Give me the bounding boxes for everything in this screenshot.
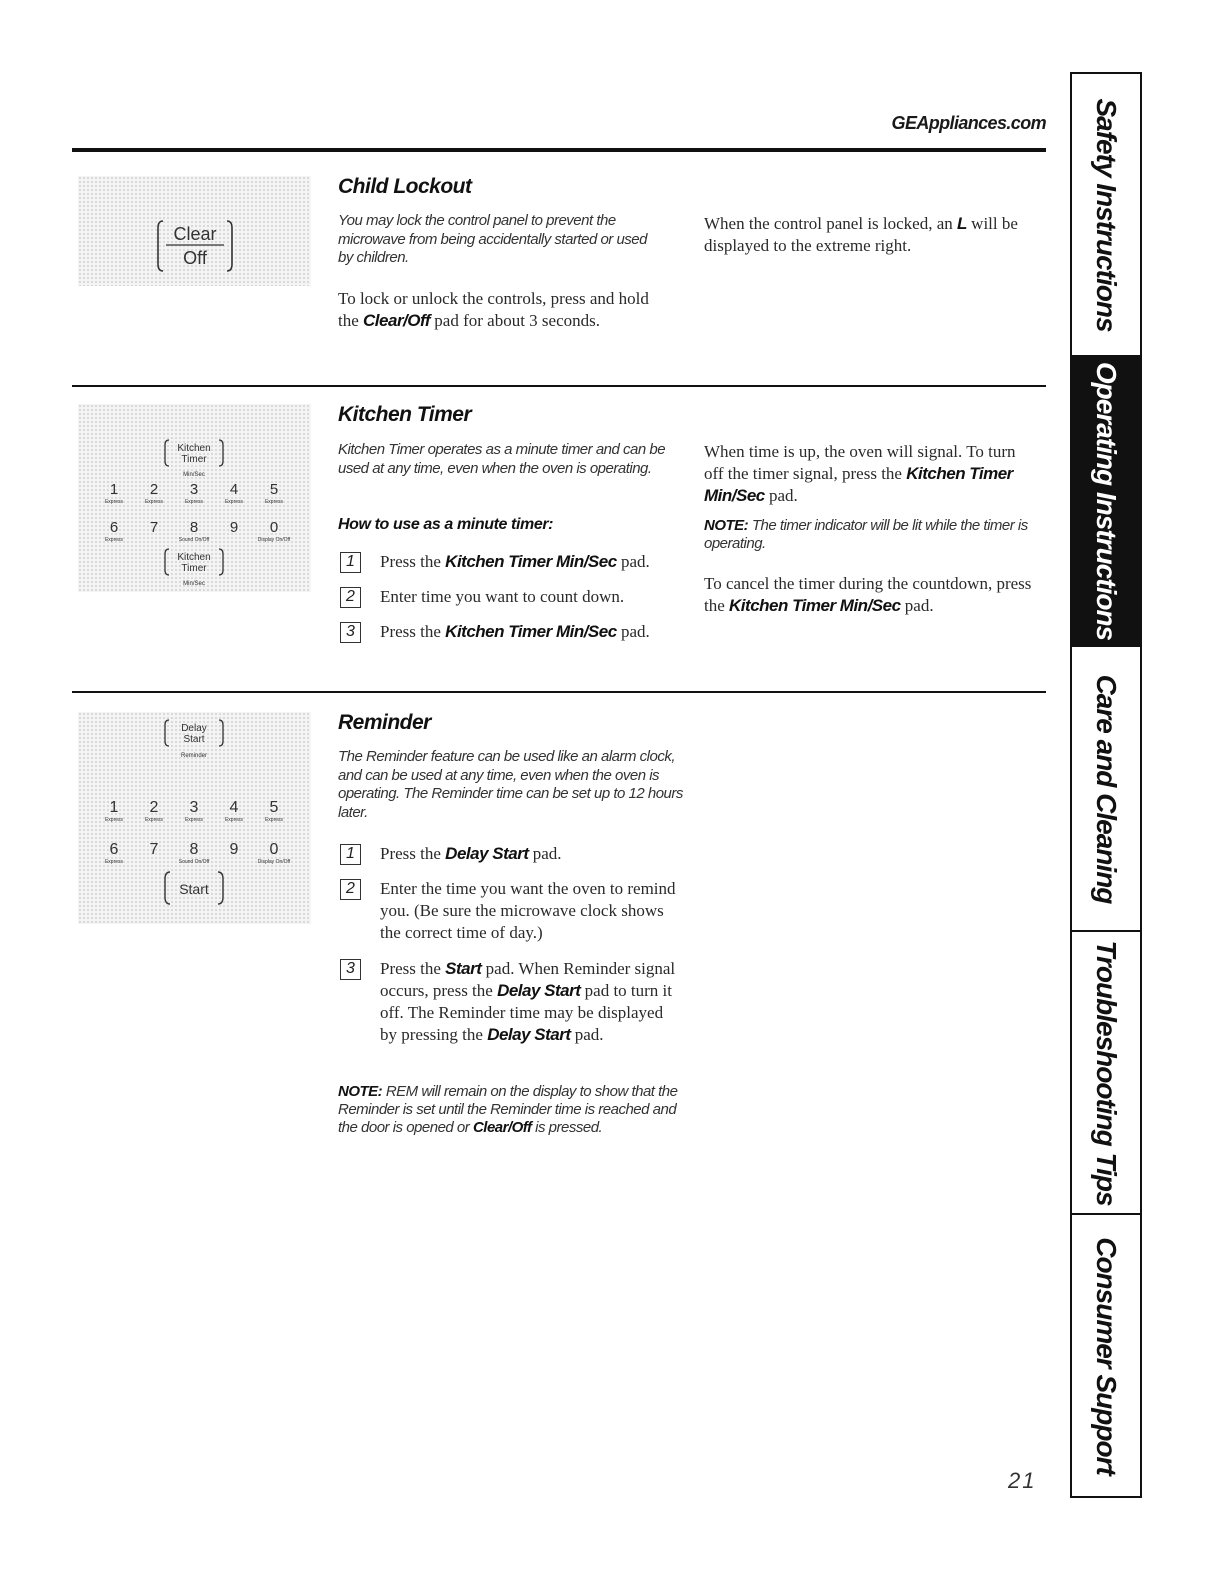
child-lockout-title: Child Lockout [338, 175, 472, 198]
digit-5: 5 [269, 481, 279, 498]
kitchen-timer-intro: Kitchen Timer operates as a minute timer and can be used at any time, even when the oven is operating. [338, 441, 666, 477]
tab-care-and-cleaning[interactable] [1072, 647, 1140, 932]
sound-label: Sound On/Off [178, 859, 210, 865]
start-label: Start [183, 734, 205, 745]
express-label: Express [224, 817, 244, 823]
start-button-label: Start [179, 881, 209, 897]
child-lockout-instruction: To lock or unlock the controls, press and hold the Clear/Off pad for about 3 seconds. [338, 289, 649, 330]
clear-label: Clear [173, 224, 217, 244]
express-label: Express [144, 499, 164, 505]
step-number-badge: 1 [340, 844, 361, 865]
digit-4: 4 [229, 481, 239, 498]
section-rule [72, 691, 1046, 693]
digit-6: 6 [109, 519, 119, 536]
step-number-badge: 1 [340, 552, 361, 573]
tab-label: Troubleshooting Tips [1091, 939, 1122, 1206]
express-label: Express [104, 537, 124, 543]
timer-label: Timer [181, 454, 207, 465]
digit-0: 0 [269, 841, 279, 858]
kitchen-timer-title: Kitchen Timer [338, 403, 472, 426]
reminder-step-2: 2 Enter the time you want the oven to remind you. (Be sure the microwave clock shows the correct time of day.) [338, 878, 683, 944]
clear-off-keypad-illustration [78, 176, 311, 286]
step-number-badge: 2 [340, 587, 361, 608]
reminder-step-3: 3 Press the Start pad. When Reminder signal occurs, press the Delay Start pad to turn it off. The Reminder time may be displayed by pressing the Delay Start pad. [338, 958, 683, 1046]
express-label: Express [104, 499, 124, 505]
reminder-title: Reminder [338, 711, 431, 734]
express-label: Express [144, 817, 164, 823]
digit-3: 3 [189, 481, 199, 498]
off-label: Off [183, 248, 207, 268]
express-label: Express [104, 817, 124, 823]
sound-label: Sound On/Off [178, 537, 210, 543]
timer-cancel-text: To cancel the timer during the countdown, press the Kitchen Timer Min/Sec pad. [704, 574, 1032, 615]
section-side-nav [1070, 72, 1142, 1498]
timer-note: NOTE: The timer indicator will be lit while the timer is operating. [704, 517, 1028, 552]
express-label: Express [224, 499, 244, 505]
digit-4: 4 [229, 799, 239, 816]
page-number: 21 [1008, 1468, 1037, 1493]
digit-1: 1 [109, 799, 119, 816]
reminder-intro: The Reminder feature can be used like an alarm clock, and can be used at any time, even when the oven is operating. The Reminder time can be set up to 12 hours later. [338, 748, 683, 821]
kitchen-timer-step-3: 3 Press the Kitchen Timer Min/Sec pad. [338, 621, 683, 643]
tab-troubleshooting-tips[interactable] [1072, 932, 1140, 1215]
digit-3: 3 [189, 799, 199, 816]
display-label: Display On/Off [257, 537, 291, 543]
header-rule [72, 148, 1046, 152]
clear-off-pad-graphic [78, 176, 311, 286]
step-number-badge: 3 [340, 622, 361, 643]
express-label: Express [264, 499, 284, 505]
express-label: Express [184, 817, 204, 823]
timer-label: Timer [181, 563, 207, 574]
digit-8: 8 [189, 841, 199, 858]
reminder-step-1: 1 Press the Delay Start pad. [338, 843, 683, 865]
minute-timer-subhead: How to use as a minute timer: [338, 516, 554, 533]
kitchen-label: Kitchen [177, 552, 211, 563]
tab-operating-instructions[interactable] [1072, 357, 1140, 647]
min-sec-label: Min/Sec [183, 581, 205, 587]
display-label: Display On/Off [257, 859, 291, 865]
step-number-badge: 2 [340, 879, 361, 900]
digit-2: 2 [149, 481, 159, 498]
digit-6: 6 [109, 841, 119, 858]
kitchen-timer-step-1: 1 Press the Kitchen Timer Min/Sec pad. [338, 551, 683, 573]
digit-8: 8 [189, 519, 199, 536]
express-label: Express [104, 859, 124, 865]
reminder-note: NOTE: REM will remain on the display to show that the Reminder is set until the Reminder time is reached and the door is opened or Clear/Off is pressed. [338, 1083, 678, 1136]
digit-9: 9 [229, 841, 239, 858]
digit-2: 2 [149, 799, 159, 816]
tab-safety-instructions[interactable] [1072, 74, 1140, 357]
kitchen-timer-keypad-graphic [78, 404, 311, 592]
clear-off-keyword: Clear/Off [363, 311, 431, 330]
reminder-label: Reminder [180, 753, 208, 759]
tab-label: Care and Cleaning [1091, 674, 1122, 903]
express-label: Express [184, 499, 204, 505]
section-rule [72, 385, 1046, 387]
express-label: Express [264, 817, 284, 823]
tab-label: Safety Instructions [1091, 97, 1122, 332]
kitchen-label: Kitchen [177, 443, 211, 454]
digit-0: 0 [269, 519, 279, 536]
min-sec-label: Min/Sec [183, 472, 205, 478]
delay-label: Delay [181, 723, 207, 734]
digit-1: 1 [109, 481, 119, 498]
tab-label: Operating Instructions [1091, 361, 1122, 641]
reminder-keypad-graphic [78, 712, 311, 924]
digit-5: 5 [269, 799, 279, 816]
kitchen-timer-keypad-illustration [78, 404, 311, 592]
timer-signal-text: When time is up, the oven will signal. To turn off the timer signal, press the Kitchen Timer Min/Sec pad. [704, 442, 1016, 505]
reminder-keypad-illustration [78, 712, 311, 924]
child-lockout-intro: You may lock the control panel to prevent the microwave from being accidentally started or used by children. [338, 212, 647, 266]
kitchen-timer-step-2: 2 Enter time you want to count down. [338, 586, 683, 608]
lock-indicator-keyword: L [957, 214, 967, 233]
tab-label: Consumer Support [1091, 1236, 1122, 1475]
step-number-badge: 3 [340, 959, 361, 980]
tab-consumer-support[interactable] [1072, 1215, 1140, 1496]
digit-9: 9 [229, 519, 239, 536]
child-lockout-locked-text: When the control panel is locked, an L will be displayed to the extreme right. [704, 214, 1018, 255]
digit-7: 7 [149, 519, 159, 536]
digit-7: 7 [149, 841, 159, 858]
site-url[interactable]: GEAppliances.com [891, 113, 1046, 133]
